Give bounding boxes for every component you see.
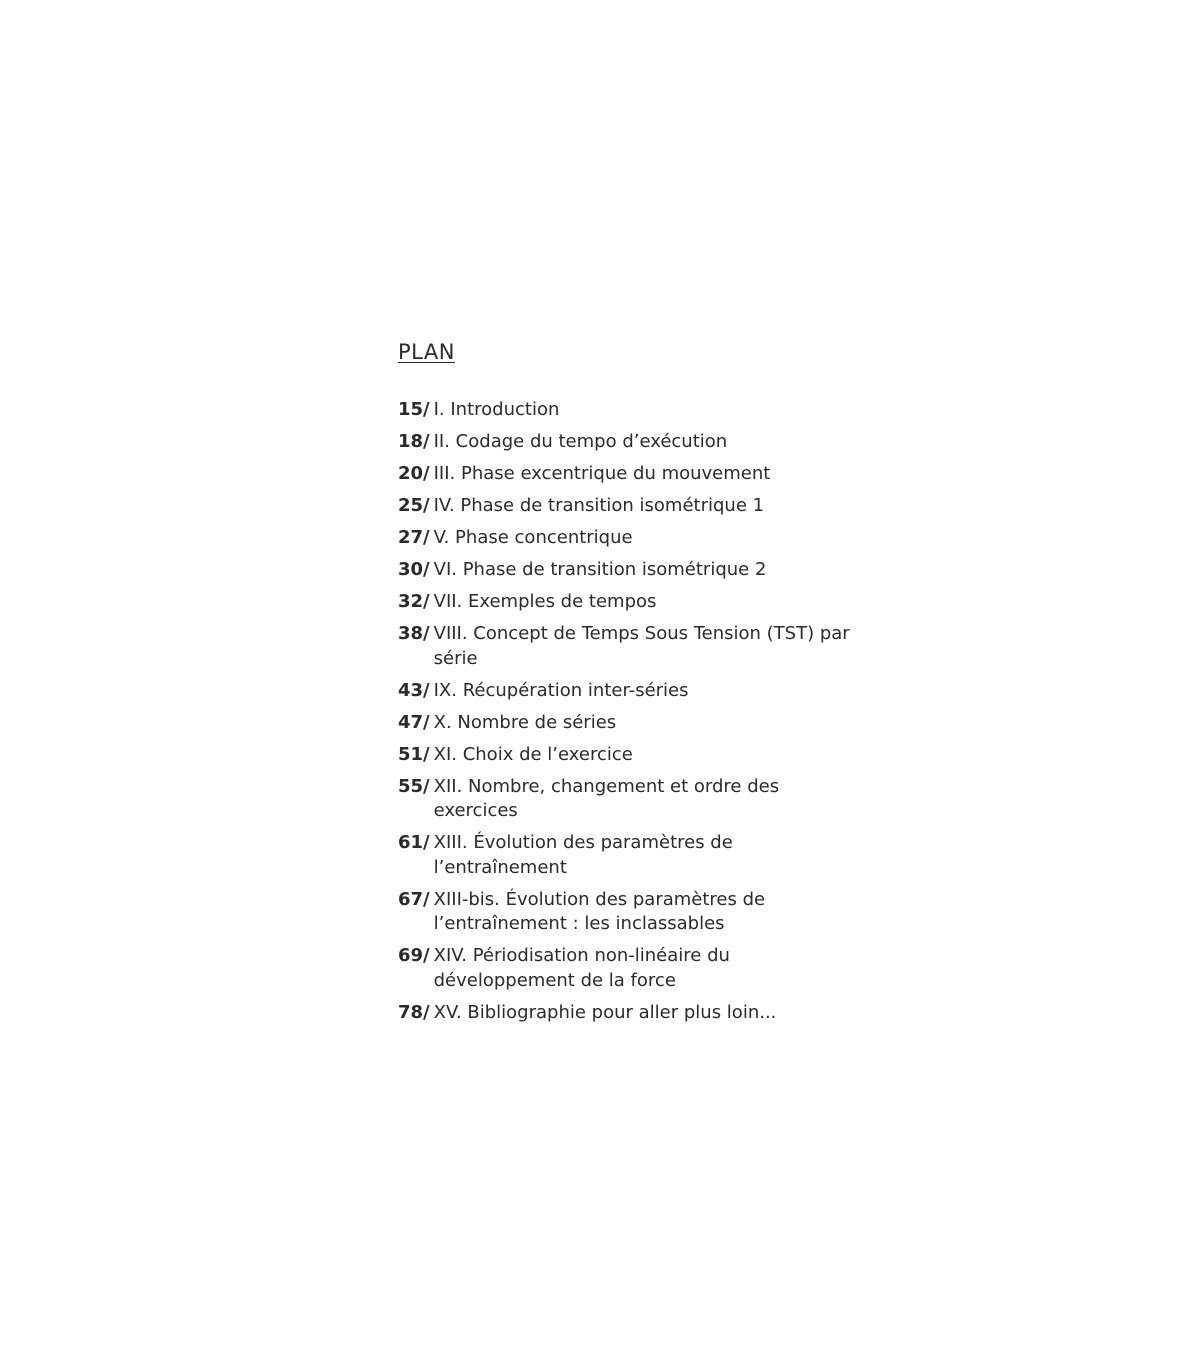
toc-entry [398,622,858,671]
toc-page-number: 20/ [398,463,430,484]
toc-chapter-title: XI. Choix de l’exercice [433,743,633,765]
toc-entry [398,558,858,583]
toc-entry [398,526,858,551]
toc-chapter-title: IV. Phase de transition isométrique 1 [433,495,765,516]
toc-chapter-title: III. Phase excentrique du mouvement [433,463,771,484]
toc-entry [398,775,858,824]
toc-page-number: 43/ [398,679,430,701]
toc-page-number: 27/ [398,527,430,548]
toc-entry [398,711,858,736]
toc-page-number: 18/ [398,431,430,452]
toc-chapter-title: XII. Nombre, changement et ordre des exercices [433,775,780,821]
toc-chapter-title: V. Phase concentrique [433,527,633,548]
toc-chapter-title: VII. Exemples de tempos [433,591,657,612]
toc-entry [398,494,858,519]
toc-entry [398,831,858,880]
toc-entry [398,944,858,993]
toc-page-number: 55/ [398,775,430,797]
toc-entry [398,462,858,487]
toc-page-number: 51/ [398,743,430,765]
toc-chapter-title: VI. Phase de transition isométrique 2 [433,559,767,580]
toc-page-number: 32/ [398,591,430,612]
toc-page-number: 78/ [398,1001,430,1023]
toc-chapter-title: XIII-bis. Évolution des paramètres de l’entraînement : les inclassables [433,888,766,934]
toc-page-number: 30/ [398,559,430,580]
toc-entry [398,743,858,768]
toc-page-number: 67/ [398,888,430,910]
toc-chapter-title: XV. Bibliographie pour aller plus loin... [433,1001,777,1023]
table-of-contents [398,398,858,1025]
toc-entry [398,679,858,704]
toc-chapter-title: XIV. Périodisation non-linéaire du développement de la force [433,945,730,991]
toc-chapter-title: IX. Récupération inter-séries [433,679,689,701]
toc-page-number: 47/ [398,711,430,733]
toc-entry [398,430,858,455]
toc-page-number: 38/ [398,623,430,644]
toc-chapter-title: VIII. Concept de Temps Sous Tension (TST) par série [433,623,850,669]
toc-page-number: 25/ [398,495,430,516]
toc-page-number: 61/ [398,832,430,853]
page-title: PLAN [398,340,455,364]
toc-entry [398,398,858,423]
toc-chapter-title: XIII. Évolution des paramètres de l’entraînement [433,832,733,878]
toc-chapter-title: X. Nombre de séries [433,711,617,733]
toc-chapter-title: I. Introduction [433,399,560,420]
toc-entry [398,888,858,937]
toc-page-number: 15/ [398,399,430,420]
toc-entry [398,590,858,615]
toc-chapter-title: II. Codage du tempo d’exécution [433,431,728,452]
toc-page-number: 69/ [398,945,430,966]
toc-entry [398,1001,858,1026]
